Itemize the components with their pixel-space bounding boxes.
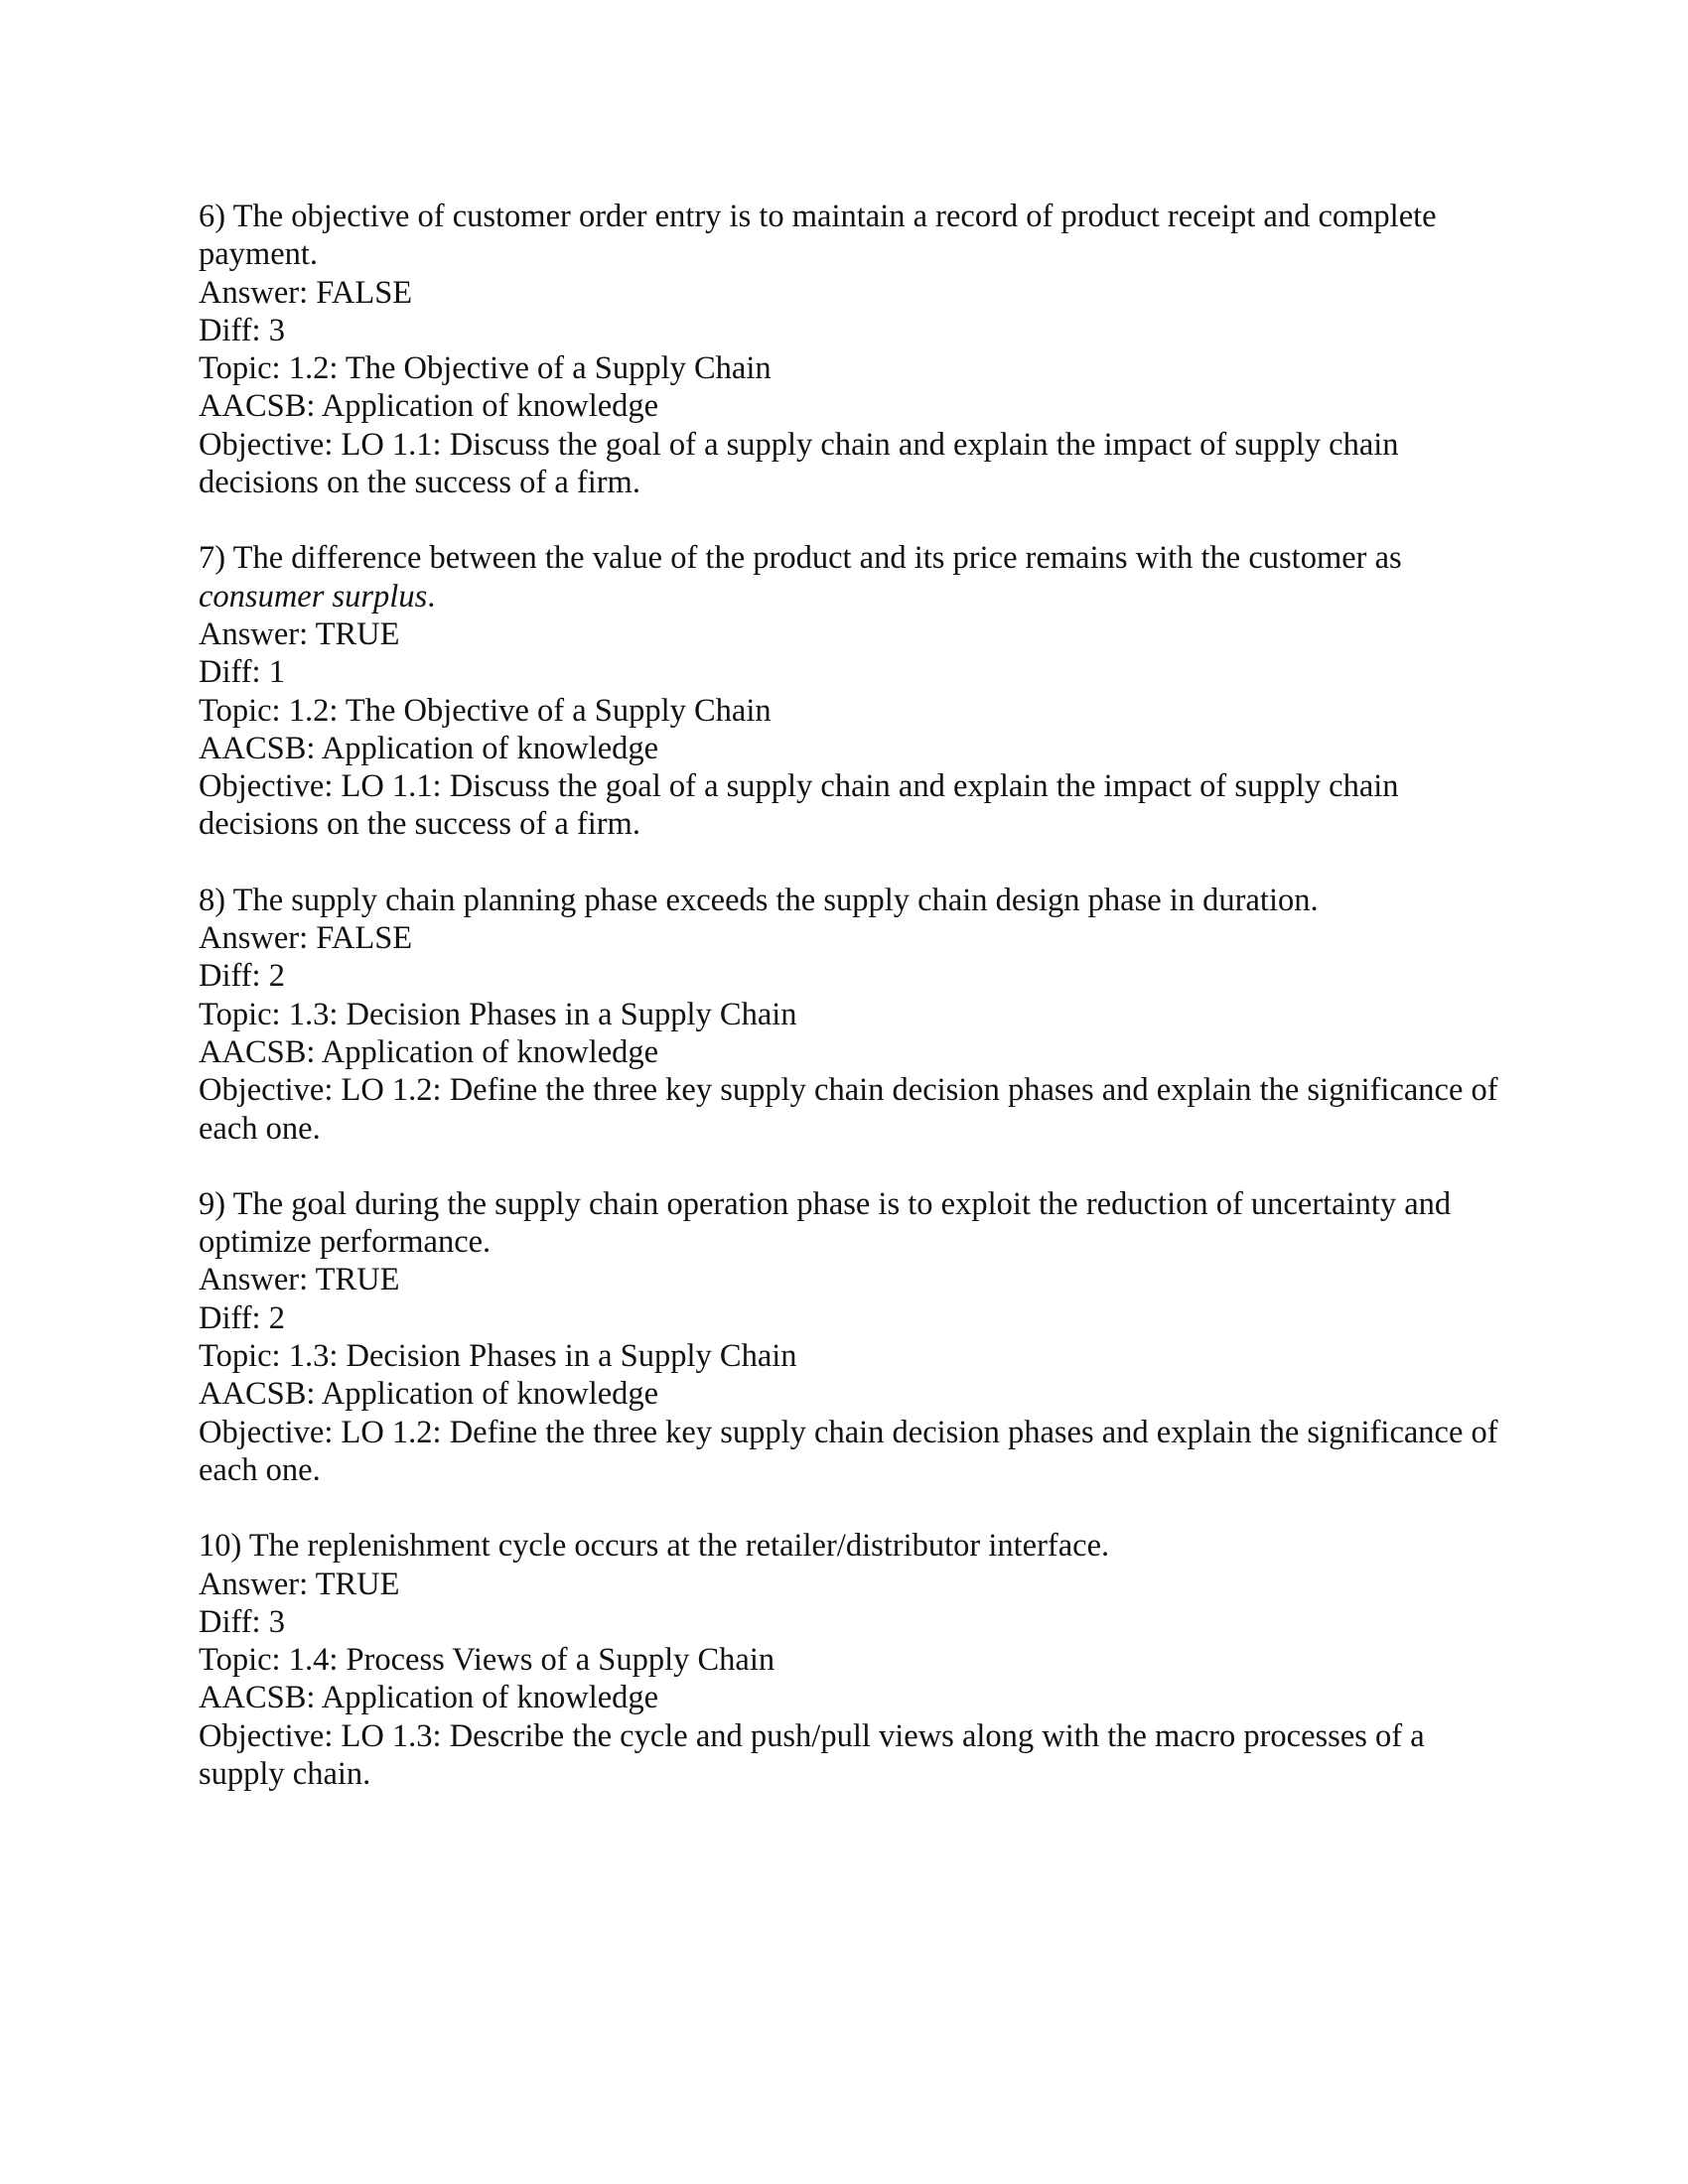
question-8 <box>199 882 1499 1148</box>
difficulty-line: Diff: 2 <box>199 958 285 995</box>
stem-text: 8) The supply chain planning phase exceeds the supply chain design phase in duration. <box>199 882 1319 918</box>
aacsb-line: AACSB: Application of knowledge <box>199 730 659 766</box>
question-stem <box>199 1185 1499 1262</box>
objective-line: Objective: LO 1.2: Define the three key supply chain decision phases and explain the significance of each one. <box>199 1072 1498 1147</box>
aacsb-line: AACSB: Application of knowledge <box>199 1376 659 1413</box>
stem-italic-term: consumer surplus <box>199 578 428 614</box>
difficulty-line: Diff: 1 <box>199 654 285 691</box>
question-stem <box>199 1527 1499 1565</box>
difficulty-line: Diff: 3 <box>199 1603 285 1640</box>
question-6 <box>199 198 1499 501</box>
topic-line: Topic: 1.4: Process Views of a Supply Chain <box>199 1642 775 1679</box>
stem-text: 9) The goal during the supply chain operation phase is to exploit the reduction of uncertainty and optimize performance. <box>199 1185 1452 1261</box>
answer-line: Answer: TRUE <box>199 1262 400 1298</box>
question-page <box>199 198 1499 1831</box>
difficulty-line: Diff: 3 <box>199 312 285 348</box>
aacsb-line: AACSB: Application of knowledge <box>199 388 659 425</box>
difficulty-line: Diff: 2 <box>199 1299 285 1336</box>
objective-line: Objective: LO 1.1: Discuss the goal of a supply chain and explain the impact of supply chain decisions on the success of a firm. <box>199 426 1399 501</box>
objective-line: Objective: LO 1.1: Discuss the goal of a supply chain and explain the impact of supply chain decisions on the success of a firm. <box>199 768 1399 843</box>
question-stem <box>199 198 1499 274</box>
topic-line: Topic: 1.3: Decision Phases in a Supply Chain <box>199 1338 797 1375</box>
question-stem <box>199 882 1499 919</box>
stem-text: 7) The difference between the value of the product and its price remains with the customer as <box>199 540 1402 577</box>
question-10 <box>199 1527 1499 1793</box>
question-9 <box>199 1185 1499 1489</box>
stem-text: 6) The objective of customer order entry is to maintain a record of product receipt and complete payment. <box>199 199 1437 273</box>
topic-line: Topic: 1.3: Decision Phases in a Supply Chain <box>199 996 797 1032</box>
stem-text: 10) The replenishment cycle occurs at the retailer/distributor interface. <box>199 1528 1110 1565</box>
stem-tail: . <box>427 578 436 614</box>
objective-line: Objective: LO 1.3: Describe the cycle and push/pull views along with the macro processes of a supply chain. <box>199 1717 1425 1792</box>
answer-line: Answer: FALSE <box>199 920 413 957</box>
aacsb-line: AACSB: Application of knowledge <box>199 1680 659 1716</box>
question-stem <box>199 539 1499 615</box>
answer-line: Answer: TRUE <box>199 1566 400 1602</box>
answer-line: Answer: FALSE <box>199 274 413 311</box>
answer-line: Answer: TRUE <box>199 615 400 652</box>
objective-line: Objective: LO 1.2: Define the three key supply chain decision phases and explain the significance of each one. <box>199 1414 1498 1488</box>
question-7 <box>199 539 1499 843</box>
topic-line: Topic: 1.2: The Objective of a Supply Chain <box>199 692 772 729</box>
aacsb-line: AACSB: Application of knowledge <box>199 1033 659 1070</box>
topic-line: Topic: 1.2: The Objective of a Supply Chain <box>199 350 772 387</box>
